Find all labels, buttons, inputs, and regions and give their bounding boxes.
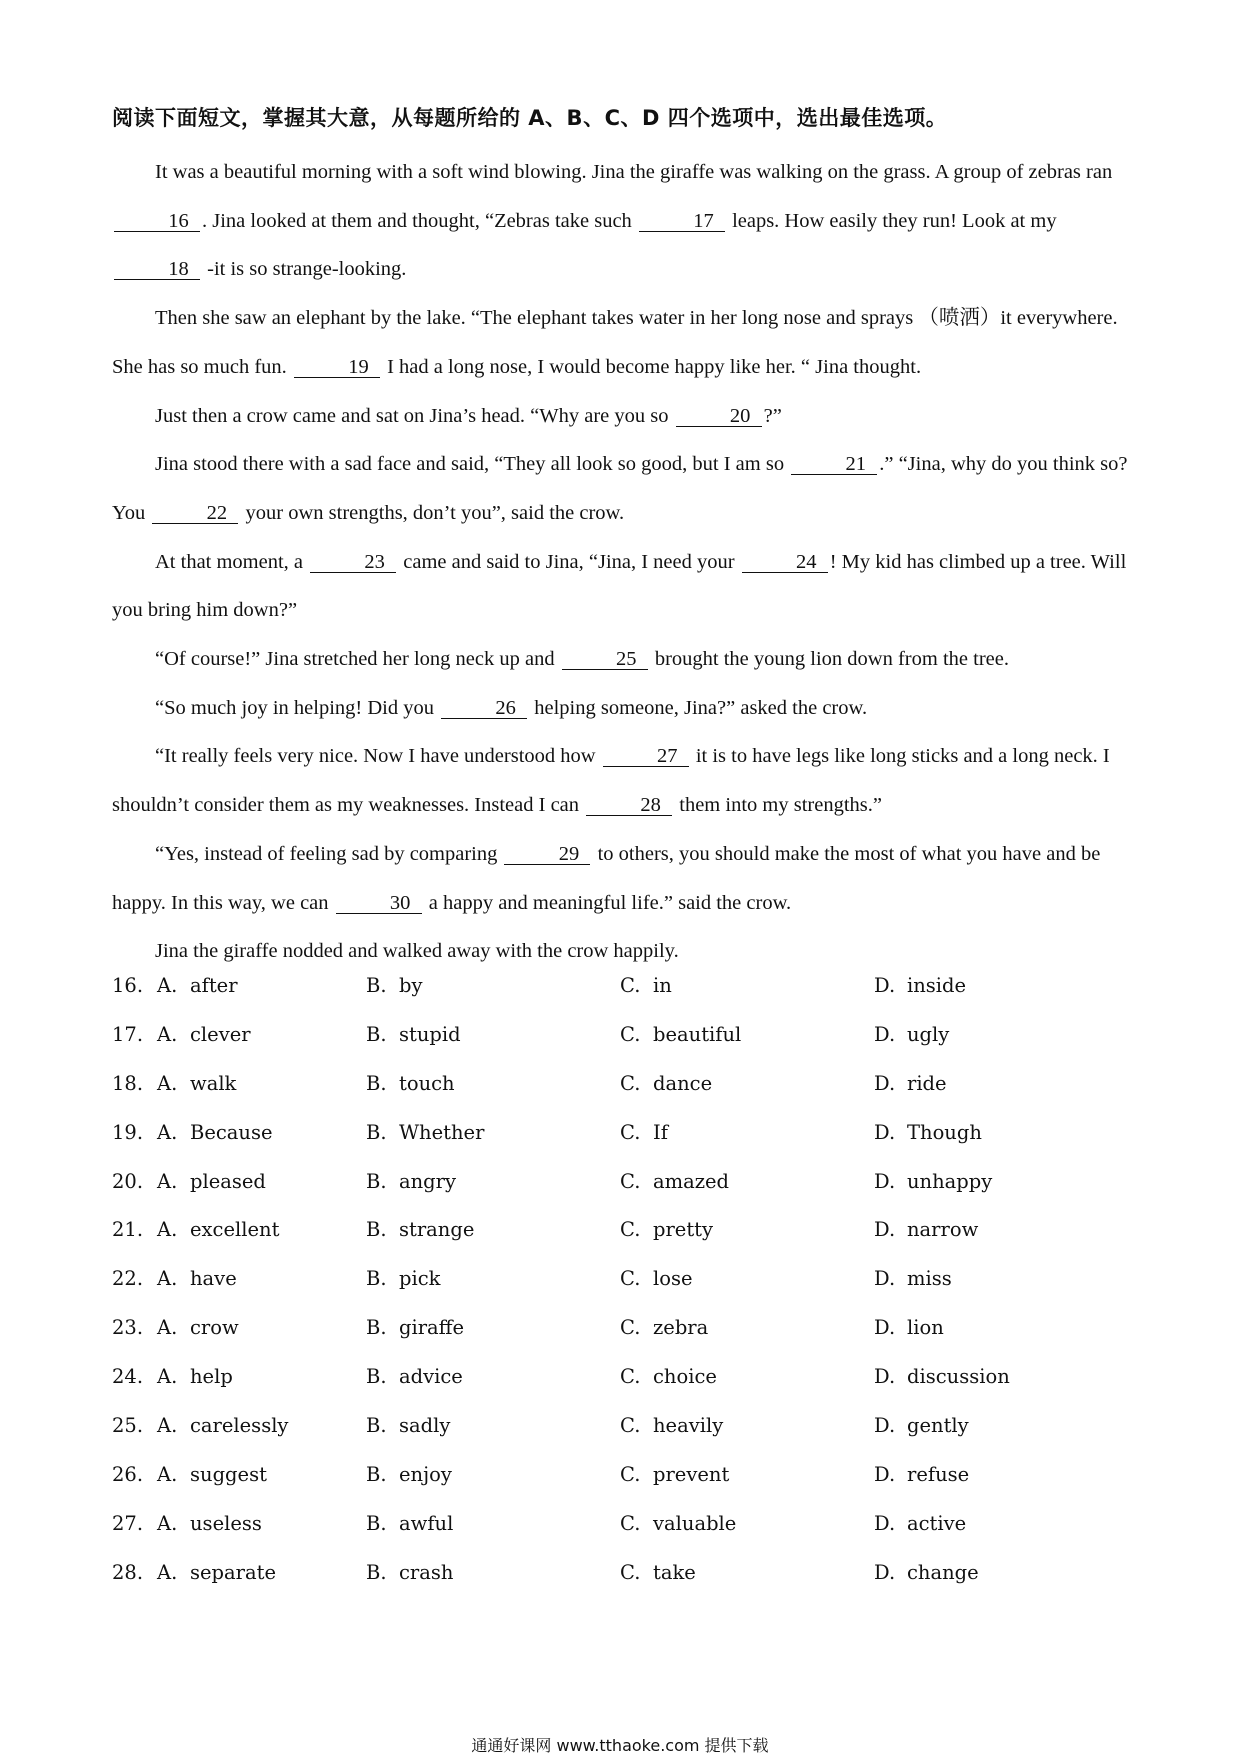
option-letter: B. [366, 1071, 387, 1095]
option-letter: C. [620, 1267, 641, 1291]
option-text: unhappy [907, 1169, 993, 1193]
question-row [112, 974, 1122, 1023]
option-text: in [653, 974, 672, 997]
option-b [366, 1512, 453, 1535]
option-letter: B. [366, 1267, 387, 1291]
option-letter: C. [620, 1316, 641, 1340]
option-text: crow [190, 1316, 239, 1340]
option-c [620, 1218, 713, 1241]
option-b [366, 1414, 450, 1437]
question-row [112, 1072, 1122, 1121]
option-letter: A. [157, 1560, 178, 1584]
option-d [874, 1170, 992, 1193]
option-letter: A. [157, 1169, 178, 1193]
option-text: lose [653, 1267, 693, 1291]
cloze-passage [112, 148, 1137, 976]
passage-paragraph [112, 830, 1137, 927]
question-number: 23. [112, 1316, 144, 1340]
section-instruction: 阅读下面短文，掌握其大意，从每题所给的 A、B、C、D 四个选项中，选出最佳选项。 [112, 106, 948, 130]
option-text: dance [653, 1071, 713, 1095]
option-text: choice [653, 1365, 717, 1389]
option-text: active [907, 1511, 967, 1535]
option-letter: A. [157, 1365, 178, 1389]
option-b [366, 974, 423, 997]
question-number: 26. [112, 1462, 144, 1486]
blank-21: 21 [791, 454, 877, 475]
passage-text: I had a long nose, I would become happy like her. “ Jina thought. [387, 355, 922, 378]
passage-paragraph [112, 927, 1137, 976]
option-a [157, 1267, 237, 1290]
option-c [620, 1267, 693, 1290]
blank-18: 18 [114, 259, 200, 280]
option-d [874, 1414, 969, 1437]
passage-paragraph [112, 148, 1137, 294]
option-a [157, 1463, 267, 1486]
option-b [366, 1121, 484, 1144]
option-c [620, 1121, 668, 1144]
option-letter: D. [874, 1316, 896, 1340]
passage-text: them into my strengths.” [679, 794, 882, 817]
option-text: pick [399, 1267, 441, 1291]
option-text: change [907, 1560, 979, 1584]
passage-paragraph [112, 538, 1137, 635]
option-b [366, 1316, 464, 1339]
passage-paragraph [112, 440, 1137, 537]
option-letter: D. [874, 1414, 896, 1438]
option-a [157, 1512, 262, 1535]
question-row [112, 1414, 1122, 1463]
question-number: 22. [112, 1267, 144, 1291]
option-text: lion [907, 1316, 944, 1340]
blank-29: 29 [504, 844, 590, 865]
option-a [157, 1170, 266, 1193]
option-letter: D. [874, 1071, 896, 1095]
option-c [620, 1512, 736, 1535]
passage-text: helping someone, Jina?” asked the crow. [534, 696, 868, 719]
passage-text: “Of course!” Jina stretched her long neck up and [155, 648, 555, 671]
option-letter: C. [620, 1560, 641, 1584]
question-row [112, 1121, 1122, 1170]
passage-text: came and said to Jina, “Jina, I need your [403, 550, 735, 573]
option-c [620, 1072, 712, 1095]
option-text: have [190, 1267, 237, 1291]
option-text: valuable [653, 1511, 737, 1535]
option-a [157, 1023, 251, 1046]
passage-text: Jina the giraffe nodded and walked away with the crow happily. [155, 940, 679, 963]
option-text: advice [399, 1365, 463, 1389]
option-text: pretty [653, 1218, 714, 1242]
option-text: heavily [653, 1414, 724, 1438]
option-text: ride [907, 1071, 947, 1095]
option-b [366, 1023, 461, 1046]
option-text: angry [399, 1169, 457, 1193]
option-letter: B. [366, 1511, 387, 1535]
option-letter: B. [366, 1169, 387, 1193]
passage-text: At that moment, a [155, 550, 304, 573]
question-row [112, 1365, 1122, 1414]
blank-25: 25 [562, 649, 648, 670]
question-number: 20. [112, 1169, 144, 1193]
option-letter: A. [157, 1120, 178, 1144]
option-letter: D. [874, 1365, 896, 1389]
option-text: beautiful [653, 1022, 742, 1046]
option-letter: A. [157, 1511, 178, 1535]
question-row [112, 1170, 1122, 1219]
passage-paragraph [112, 635, 1137, 684]
option-text: inside [907, 974, 967, 997]
passage-text: to others, you should make the most of what you have and be happy. In this way, we can [112, 842, 1101, 914]
option-letter: B. [366, 974, 387, 997]
option-d [874, 974, 966, 997]
option-letter: A. [157, 1022, 178, 1046]
passage-text: “It really feels very nice. Now I have understood how [155, 745, 596, 768]
blank-26: 26 [441, 698, 527, 719]
question-number: 17. [112, 1022, 144, 1046]
blank-20: 20 [676, 406, 762, 427]
option-b [366, 1365, 463, 1388]
option-text: giraffe [399, 1316, 465, 1340]
option-text: Because [190, 1120, 273, 1144]
option-b [366, 1561, 453, 1584]
passage-text: . Jina looked at them and thought, “Zebras take such [202, 209, 632, 232]
option-letter: C. [620, 1365, 641, 1389]
option-letter: D. [874, 1560, 896, 1584]
question-number: 24. [112, 1365, 144, 1389]
passage-paragraph [112, 294, 1137, 391]
option-letter: C. [620, 1169, 641, 1193]
option-letter: B. [366, 1365, 387, 1389]
option-letter: D. [874, 1120, 896, 1144]
option-c [620, 1170, 729, 1193]
option-a [157, 1414, 288, 1437]
option-c [620, 1023, 741, 1046]
passage-text: brought the young lion down from the tree. [654, 648, 1009, 671]
passage-text: ! My kid has climbed up a tree. Will you bring him down?” [112, 550, 1127, 622]
option-text: Whether [399, 1120, 485, 1144]
option-letter: C. [620, 1071, 641, 1095]
option-a [157, 1072, 236, 1095]
option-text: sadly [399, 1414, 451, 1438]
option-d [874, 1218, 978, 1241]
option-a [157, 1218, 279, 1241]
option-text: ugly [907, 1022, 950, 1046]
option-letter: C. [620, 1022, 641, 1046]
option-text: If [653, 1120, 668, 1144]
option-text: touch [399, 1071, 455, 1095]
option-text: help [190, 1365, 233, 1389]
passage-text: Jina stood there with a sad face and said, “They all look so good, but I am so [155, 453, 785, 476]
option-d [874, 1561, 979, 1584]
option-b [366, 1463, 452, 1486]
passage-paragraph [112, 684, 1137, 733]
question-number: 28. [112, 1560, 144, 1584]
question-number: 27. [112, 1511, 144, 1535]
option-letter: C. [620, 1511, 641, 1535]
option-a [157, 1316, 239, 1339]
option-c [620, 1414, 723, 1437]
option-b [366, 1170, 456, 1193]
option-b [366, 1218, 474, 1241]
option-a [157, 1561, 276, 1584]
blank-30: 30 [336, 893, 422, 914]
question-row [112, 1561, 1122, 1610]
option-text: after [190, 974, 238, 997]
option-b [366, 1267, 440, 1290]
option-text: clever [190, 1022, 251, 1046]
footer-credit: 通通好课网 www.tthaoke.com 提供下载 [471, 1736, 769, 1755]
option-letter: A. [157, 1218, 178, 1242]
question-row [112, 1512, 1122, 1561]
option-text: excellent [190, 1218, 280, 1242]
option-letter: A. [157, 1316, 178, 1340]
option-letter: B. [366, 1022, 387, 1046]
passage-text: it is to have legs like long sticks and a long neck. I shouldn’t consider them as my weaknesses. Instead I can [112, 745, 1110, 817]
option-letter: D. [874, 1022, 896, 1046]
blank-24: 24 [742, 552, 828, 573]
option-letter: D. [874, 1462, 896, 1486]
option-letter: B. [366, 1120, 387, 1144]
option-a [157, 974, 238, 997]
passage-text: -it is so strange-looking. [207, 258, 407, 281]
option-d [874, 1316, 944, 1339]
option-text: take [653, 1560, 696, 1584]
option-d [874, 1072, 947, 1095]
option-text: zebra [653, 1316, 709, 1340]
option-d [874, 1365, 1010, 1388]
passage-text: Just then a crow came and sat on Jina’s head. “Why are you so [155, 404, 669, 427]
option-text: amazed [653, 1169, 730, 1193]
passage-paragraph [112, 732, 1137, 829]
option-letter: D. [874, 1218, 896, 1242]
option-letter: C. [620, 1414, 641, 1438]
option-letter: A. [157, 1414, 178, 1438]
option-text: miss [907, 1267, 952, 1291]
option-a [157, 1121, 273, 1144]
passage-text: It was a beautiful morning with a soft wind blowing. Jina the giraffe was walking on the grass. A group of zebras ran [155, 161, 1113, 183]
option-d [874, 1512, 966, 1535]
option-c [620, 1561, 696, 1584]
option-text: pleased [190, 1169, 266, 1193]
option-text: gently [907, 1414, 969, 1438]
question-number: 16. [112, 974, 144, 997]
option-text: walk [190, 1071, 237, 1095]
option-text: refuse [907, 1462, 970, 1486]
option-text: carelessly [190, 1414, 289, 1438]
option-d [874, 1121, 982, 1144]
option-letter: C. [620, 1462, 641, 1486]
question-number: 18. [112, 1071, 144, 1095]
option-text: by [399, 974, 423, 997]
question-number: 21. [112, 1218, 144, 1242]
option-letter: B. [366, 1414, 387, 1438]
option-letter: C. [620, 1218, 641, 1242]
option-c [620, 974, 672, 997]
option-text: Though [907, 1120, 982, 1144]
option-letter: D. [874, 974, 896, 997]
option-text: suggest [190, 1462, 267, 1486]
blank-27: 27 [603, 746, 689, 767]
blank-23: 23 [310, 552, 396, 573]
option-letter: B. [366, 1560, 387, 1584]
option-b [366, 1072, 455, 1095]
passage-text: Then she saw an elephant by the lake. “The elephant takes water in her long nose and sprays （喷洒）it everywhere. She has so much fun. [112, 307, 1118, 378]
question-number: 25. [112, 1414, 144, 1438]
option-text: prevent [653, 1462, 730, 1486]
option-a [157, 1365, 233, 1388]
option-text: crash [399, 1560, 454, 1584]
question-row [112, 1023, 1122, 1072]
option-text: awful [399, 1511, 454, 1535]
option-text: discussion [907, 1365, 1010, 1389]
answer-options-list [112, 974, 1122, 1610]
option-letter: D. [874, 1511, 896, 1535]
question-number: 19. [112, 1120, 144, 1144]
passage-text: a happy and meaningful life.” said the crow. [428, 891, 792, 914]
option-letter: A. [157, 1267, 178, 1291]
option-letter: D. [874, 1169, 896, 1193]
option-text: enjoy [399, 1462, 452, 1486]
blank-22: 22 [152, 503, 238, 524]
option-text: stupid [399, 1022, 461, 1046]
blank-16: 16 [114, 211, 200, 232]
option-c [620, 1365, 717, 1388]
passage-paragraph [112, 392, 1137, 441]
option-d [874, 1023, 949, 1046]
option-letter: B. [366, 1462, 387, 1486]
question-row [112, 1316, 1122, 1365]
option-d [874, 1463, 969, 1486]
blank-17: 17 [639, 211, 725, 232]
passage-text: “So much joy in helping! Did you [155, 696, 435, 719]
option-text: narrow [907, 1218, 979, 1242]
option-text: strange [399, 1218, 475, 1242]
passage-text: your own strengths, don’t you”, said the crow. [245, 501, 625, 524]
option-letter: C. [620, 1120, 641, 1144]
question-row [112, 1463, 1122, 1512]
blank-28: 28 [586, 795, 672, 816]
passage-text: .” “Jina, why do you think so? You [112, 453, 1128, 524]
option-letter: B. [366, 1316, 387, 1340]
passage-text: leaps. How easily they run! Look at my [732, 209, 1057, 232]
option-text: useless [190, 1511, 262, 1535]
option-letter: A. [157, 1462, 178, 1486]
option-d [874, 1267, 952, 1290]
blank-19: 19 [294, 357, 380, 378]
option-c [620, 1463, 729, 1486]
option-letter: D. [874, 1267, 896, 1291]
option-letter: C. [620, 974, 641, 997]
passage-text: “Yes, instead of feeling sad by comparing [155, 842, 498, 865]
passage-text: ?” [763, 404, 782, 427]
option-text: separate [190, 1560, 276, 1584]
option-letter: B. [366, 1218, 387, 1242]
option-letter: A. [157, 1071, 178, 1095]
question-row [112, 1218, 1122, 1267]
question-row [112, 1267, 1122, 1316]
option-letter: A. [157, 974, 178, 997]
option-c [620, 1316, 708, 1339]
